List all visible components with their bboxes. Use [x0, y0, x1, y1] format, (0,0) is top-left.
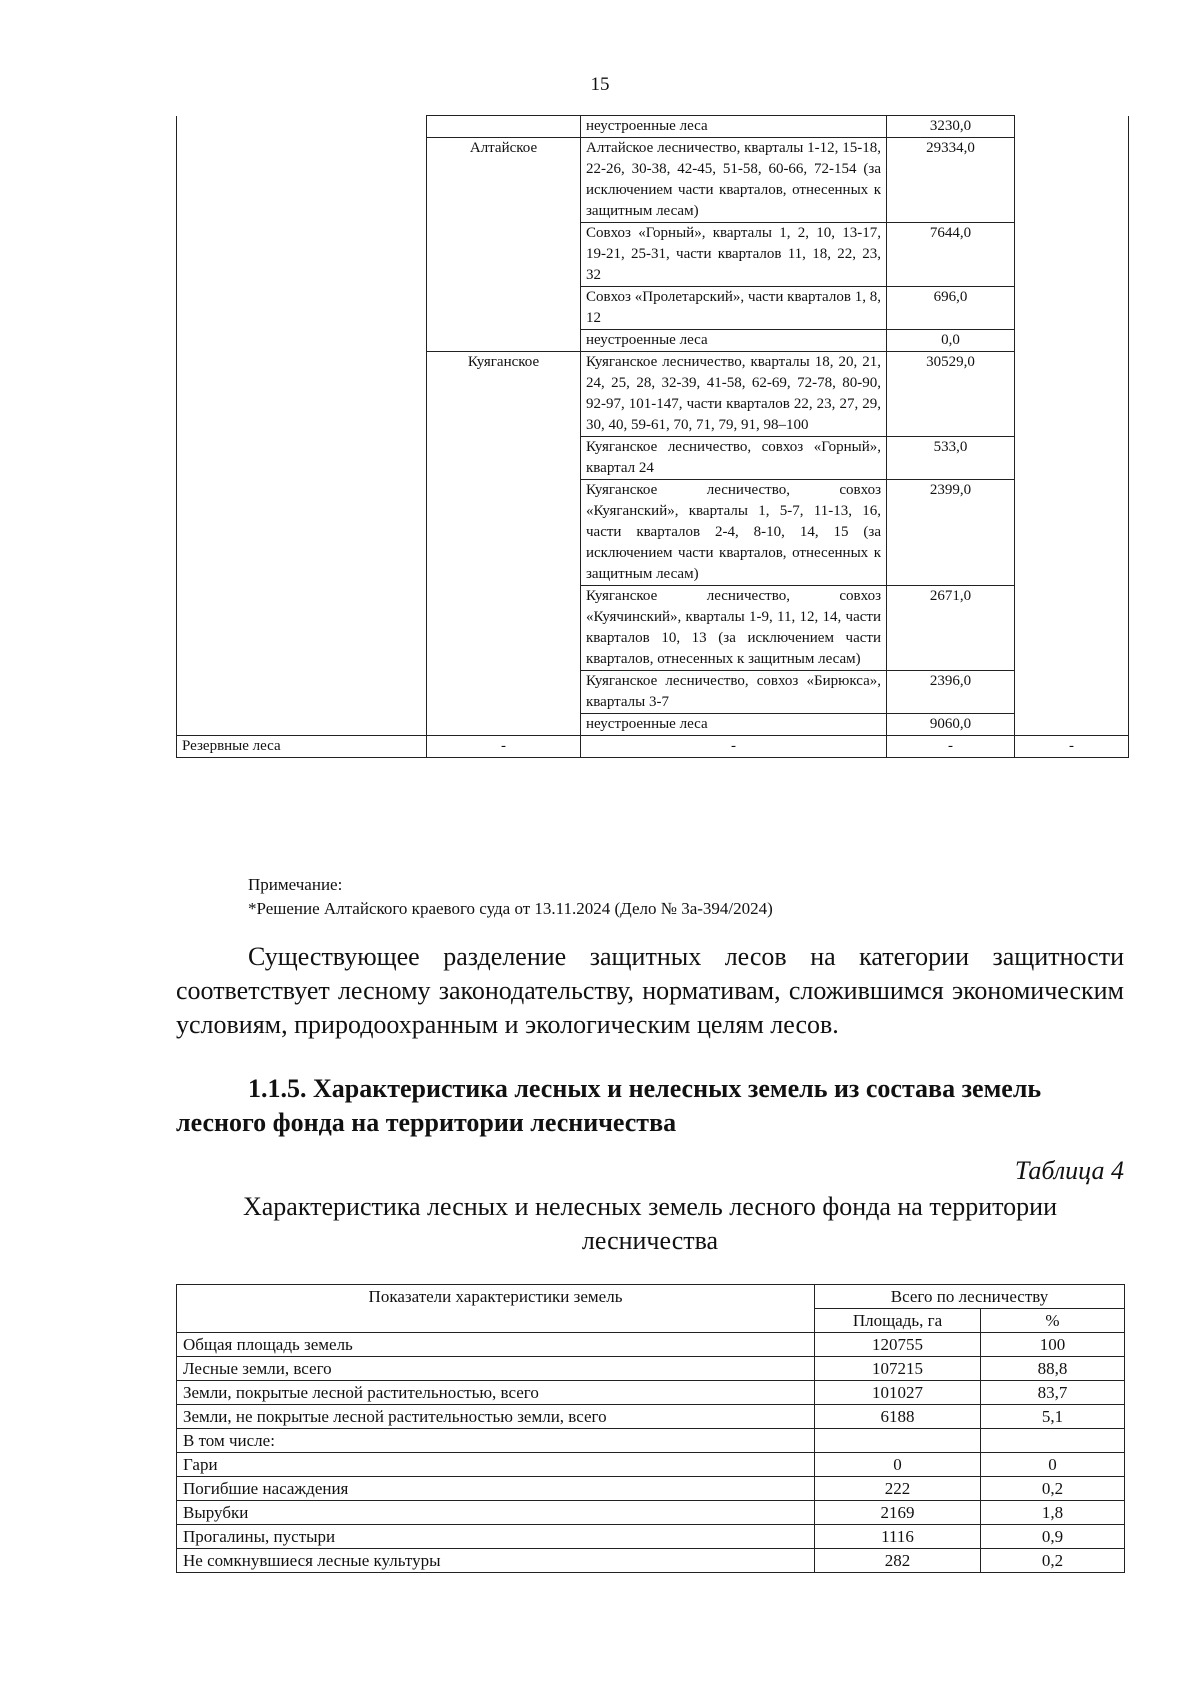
row-percent: 83,7: [981, 1381, 1125, 1405]
table-cell: неустроенные леса: [581, 714, 887, 736]
note: [248, 873, 773, 921]
table-row: [177, 1501, 1125, 1525]
row-percent: 0,2: [981, 1549, 1125, 1573]
row-area: 2169: [815, 1501, 981, 1525]
page-number: 15: [590, 74, 610, 95]
table-row: [177, 1405, 1125, 1429]
table-label: Таблица 4: [1014, 1156, 1124, 1185]
row-percent: 0: [981, 1453, 1125, 1477]
row-area: 1116: [815, 1525, 981, 1549]
header-indicator: Показатели характеристики земель: [177, 1285, 815, 1333]
table-cell: [1015, 116, 1129, 736]
table-cell: 2396,0: [887, 671, 1015, 714]
header-total: Всего по лесничеству: [815, 1285, 1125, 1309]
table-cell: -: [581, 736, 887, 758]
row-name: Земли, покрытые лесной растительностью, всего: [177, 1381, 815, 1405]
row-area: 120755: [815, 1333, 981, 1357]
table-cell: Куяганское лесничество, совхоз «Бирюкса», кварталы 3-7: [581, 671, 887, 714]
forest-categories-table: [176, 115, 1129, 758]
row-area: 282: [815, 1549, 981, 1573]
row-name: Общая площадь земель: [177, 1333, 815, 1357]
paragraph-text: Существующее разделение защитных лесов на категории защитности соответствует лесному законодательству, нормативам, сложившимся экономическим условиям, природоохранным и экологическим целям лесов.: [176, 942, 1124, 1039]
row-area: 101027: [815, 1381, 981, 1405]
row-percent: 1,8: [981, 1501, 1125, 1525]
reserve-label-cell: Резервные леса: [177, 736, 427, 758]
row-area: 6188: [815, 1405, 981, 1429]
district-cell: Алтайское: [427, 138, 581, 352]
table-cell: 3230,0: [887, 116, 1015, 138]
section-heading: 1.1.5. Характеристика лесных и нелесных земель из состава земель лесного фонда на территории лесничества: [176, 1074, 1042, 1137]
table-row: [177, 1453, 1125, 1477]
table-cell: 533,0: [887, 437, 1015, 480]
table-row: [177, 1381, 1125, 1405]
table-cell: Куяганское лесничество, совхоз «Куяганский», кварталы 1, 5-7, 11-13, 16, части кварталов 2-4, 8-10, 14, 15 (за исключением части кварталов, отнесенных к защитным лесам): [581, 480, 887, 586]
row-name: Не сомкнувшиеся лесные культуры: [177, 1549, 815, 1573]
row-percent: 0,9: [981, 1525, 1125, 1549]
row-percent: 0,2: [981, 1477, 1125, 1501]
table-cell: 30529,0: [887, 352, 1015, 437]
row-percent: 88,8: [981, 1357, 1125, 1381]
table-cell: -: [887, 736, 1015, 758]
table-cell: -: [427, 736, 581, 758]
table-row: [177, 1549, 1125, 1573]
table-cell: 29334,0: [887, 138, 1015, 223]
table-row: [177, 1357, 1125, 1381]
table-cell: Куяганское лесничество, совхоз «Горный», квартал 24: [581, 437, 887, 480]
table-cell: [177, 116, 427, 736]
table-cell: Совхоз «Горный», кварталы 1, 2, 10, 13-17, 19-21, 25-31, части кварталов 11, 18, 22, 23, 32: [581, 223, 887, 287]
land-characteristics-table: [176, 1284, 1125, 1573]
row-percent: [981, 1429, 1125, 1453]
row-name: Прогалины, пустыри: [177, 1525, 815, 1549]
row-area: 0: [815, 1453, 981, 1477]
table-cell: 696,0: [887, 287, 1015, 330]
table-cell: Куяганское лесничество, совхоз «Куячинский», кварталы 1-9, 11, 12, 14, части кварталов 10, 13 (за исключением части кварталов, отнесенных к защитным лесам): [581, 586, 887, 671]
row-name: В том числе:: [177, 1429, 815, 1453]
row-name: Гари: [177, 1453, 815, 1477]
row-name: Вырубки: [177, 1501, 815, 1525]
table-cell: Алтайское лесничество, кварталы 1-12, 15-18, 22-26, 30-38, 42-45, 51-58, 60-66, 72-154 (за исключением части кварталов, отнесенных к защитным лесам): [581, 138, 887, 223]
row-name: Лесные земли, всего: [177, 1357, 815, 1381]
table-row: [177, 736, 1129, 758]
row-percent: 100: [981, 1333, 1125, 1357]
row-name: Земли, не покрытые лесной растительностью земли, всего: [177, 1405, 815, 1429]
note-title: Примечание:: [248, 875, 343, 894]
table-title: Характеристика лесных и нелесных земель лесного фонда на территории лесничества: [242, 1192, 1057, 1255]
row-area: 107215: [815, 1357, 981, 1381]
table-cell: Совхоз «Пролетарский», части кварталов 1, 8, 12: [581, 287, 887, 330]
table-cell: Куяганское лесничество, кварталы 18, 20, 21, 24, 25, 28, 32-39, 41-58, 62-69, 72-78, 80-90, 92-97, 101-147, части кварталов 22, 23, 27, 29, 30, 40, 59-61, 70, 71, 79, 91, 98–100: [581, 352, 887, 437]
table-row: [177, 1333, 1125, 1357]
note-text: *Решение Алтайского краевого суда от 13.11.2024 (Дело № 3а-394/2024): [248, 899, 773, 918]
table-cell: неустроенные леса: [581, 330, 887, 352]
header-percent: %: [981, 1309, 1125, 1333]
table-header-row: [177, 1285, 1125, 1309]
table-row: [177, 1477, 1125, 1501]
header-area: Площадь, га: [815, 1309, 981, 1333]
row-area: 222: [815, 1477, 981, 1501]
row-name: Погибшие насаждения: [177, 1477, 815, 1501]
table-cell: -: [1015, 736, 1129, 758]
table-cell: 2399,0: [887, 480, 1015, 586]
district-cell: Куяганское: [427, 352, 581, 736]
table-row: [177, 1429, 1125, 1453]
body-paragraph: [176, 940, 1124, 1042]
table-row: [177, 1525, 1125, 1549]
table-row: [177, 116, 1129, 138]
table-cell: 9060,0: [887, 714, 1015, 736]
row-percent: 5,1: [981, 1405, 1125, 1429]
table-cell: 0,0: [887, 330, 1015, 352]
table-cell: 2671,0: [887, 586, 1015, 671]
row-area: [815, 1429, 981, 1453]
table-cell: [427, 116, 581, 138]
table-cell: неустроенные леса: [581, 116, 887, 138]
table-cell: 7644,0: [887, 223, 1015, 287]
